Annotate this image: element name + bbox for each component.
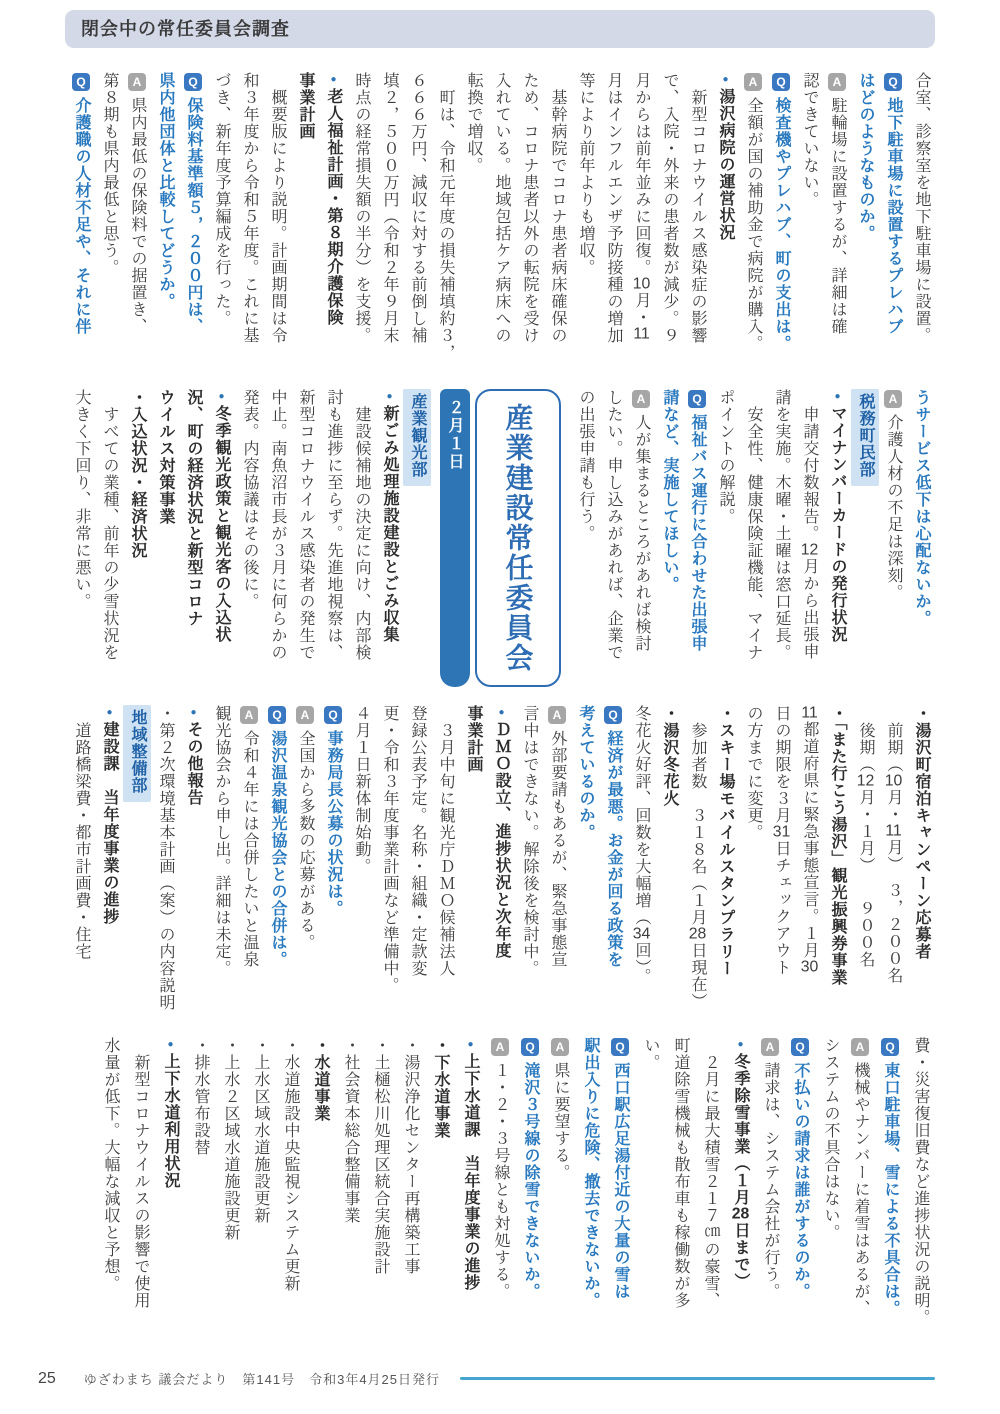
text-column	[263, 389, 291, 691]
question-column	[605, 1037, 635, 1351]
a-badge: A	[551, 1038, 569, 1056]
list-item-column	[215, 1037, 245, 1351]
column-text: 討も進捗に至らず。先進地視察は、	[325, 389, 342, 661]
question-column	[179, 72, 207, 377]
a-badge: A	[632, 390, 650, 408]
q-badge: Q	[611, 1038, 629, 1056]
text-column	[207, 705, 235, 1027]
column-text: 月からは前年並みに回復。10月・11	[632, 72, 651, 342]
column-text: 外部要請もあるが、緊急事態宣	[549, 730, 566, 968]
section-heading-column	[823, 389, 851, 691]
text-column	[459, 72, 487, 377]
column-text: 全額が国の補助金で病院が購入。	[745, 97, 762, 352]
answer-column	[291, 705, 319, 1027]
column-text: ・排水管布設替	[192, 1037, 209, 1156]
text-column	[375, 705, 403, 1027]
column-text: システムの不具合はない。	[822, 1037, 839, 1241]
department-header	[403, 389, 431, 486]
text-column	[67, 705, 95, 1027]
department-header	[851, 389, 879, 486]
list-item-column	[335, 1037, 365, 1351]
text-column	[599, 389, 627, 691]
text-column	[515, 705, 543, 1027]
column-text: 事業計画	[297, 72, 314, 140]
column-text: 不払いの請求は誰がするのか。	[792, 1062, 809, 1300]
column-text: 県に要望する。	[552, 1062, 569, 1181]
column-text: 介護人材の不足は深刻。	[885, 414, 902, 601]
column-text: マイナンバーカードの発行状況	[829, 405, 846, 643]
column-text: ・水道事業	[312, 1037, 329, 1122]
subheading-column	[123, 389, 151, 691]
text-column	[599, 72, 627, 377]
section-heading-column	[155, 1037, 185, 1351]
column-text: １・２・３号線とも対処する。	[492, 1062, 509, 1300]
column-text: 冬花火好評、回数を大幅増（34回）。	[632, 705, 651, 985]
q-badge: Q	[884, 73, 902, 91]
column-text: 事業計画	[465, 705, 482, 773]
a-badge: A	[240, 706, 258, 724]
text-column	[375, 72, 403, 377]
question-column	[879, 72, 907, 377]
text-band-middle-right	[569, 389, 935, 691]
answer-column	[627, 389, 655, 691]
column-text: 道路橋梁費・都市計画費・住宅	[73, 705, 90, 960]
section-heading-column	[95, 705, 123, 1027]
column-text: 後期（12月・１月） ９００名	[856, 705, 875, 968]
text-column	[543, 72, 571, 377]
column-text: 申請交付数報告。12月から出張申	[800, 389, 819, 660]
column-text: 県内他団体と比較してどうか。	[157, 72, 174, 310]
list-item-column	[245, 1037, 275, 1351]
column-text: その他報告	[185, 721, 202, 806]
a-badge: A	[128, 73, 146, 91]
question-column	[767, 72, 795, 377]
question-continuation-column	[907, 389, 935, 691]
text-column	[907, 72, 935, 377]
text-column	[403, 705, 431, 1027]
text-column	[347, 705, 375, 1027]
section-bullet-icon: ●	[832, 391, 843, 402]
text-column	[683, 705, 711, 1027]
column-text: 請求は、システム会社が行う。	[762, 1062, 779, 1300]
column-text: 費・災害復旧費など進捗状況の説明。	[912, 1037, 929, 1326]
text-band-middle-left	[65, 389, 431, 691]
text-column	[655, 72, 683, 377]
column-text: 西口駅広足湯付近の大量の雪は	[612, 1062, 629, 1300]
publication-info: ゆざわまち 議会だより 第141号 令和3年4月25日発行	[83, 1372, 441, 1387]
column-text: の方までに変更。	[745, 705, 762, 841]
question-continuation-column	[655, 389, 683, 691]
text-column	[695, 1037, 725, 1351]
column-text: 町道除雪機械も散布車も稼働数が多	[672, 1037, 689, 1309]
column-text: ・社会資本総合整備事業	[342, 1037, 359, 1224]
q-badge: Q	[772, 73, 790, 91]
column-text: で、入院・外来の患者数が減少。９	[661, 72, 678, 344]
subheading-column	[907, 705, 935, 1027]
column-text: 町は、令和元年度の損失補填約３，	[437, 72, 454, 361]
column-text: 大きく下回り、非常に悪い。	[73, 389, 90, 610]
column-text: 第８期も県内最低と思う。	[101, 72, 118, 276]
column-text: 基幹病院でコロナ患者病床確保の	[549, 72, 566, 344]
text-band-bottom	[65, 1037, 935, 1351]
column-text: 安全性、健康保険証機能、マイナ	[745, 389, 762, 661]
q-badge: Q	[604, 706, 622, 724]
column-text: 転換で増収。	[465, 72, 482, 174]
column-text: 請を実施。木曜・土曜は窓口延長。	[773, 389, 790, 661]
column-text: ・「また行こう湯沢」観光振興券事業	[829, 705, 846, 986]
column-text: ・水道施設中央監視システム更新	[282, 1037, 299, 1292]
section-heading-column	[455, 1037, 485, 1351]
answer-column	[845, 1037, 875, 1351]
question-column	[683, 389, 711, 691]
column-text: 上下水道課 当年度事業の進捗	[462, 1053, 479, 1291]
column-text: 検査機やプレハブ、町の支出は。	[773, 97, 790, 352]
column-text: 駐輪場に設置するが、詳細は確	[829, 97, 846, 335]
text-column	[711, 389, 739, 691]
a-badge: A	[884, 390, 902, 408]
text-column	[571, 389, 599, 691]
section-bullet-icon: ●	[188, 707, 199, 718]
question-column	[263, 705, 291, 1027]
column-text: 湯沢温泉観光協会との合併は。	[269, 730, 286, 968]
column-text: ・湯沢町宿泊キャンペーン応募者	[913, 705, 930, 960]
section-heading-column	[375, 389, 403, 691]
column-text: ・土樋松川処理区統合実施設計	[372, 1037, 389, 1275]
column-text: ４月１日新体制始動。	[353, 705, 370, 875]
text-column	[431, 705, 459, 1027]
a-badge: A	[744, 73, 762, 91]
department-header	[123, 705, 151, 802]
column-text: 新型コロナウイルス感染者の発生で	[297, 389, 314, 661]
column-text: はどのようなものか。	[857, 72, 874, 242]
text-column	[207, 72, 235, 377]
section-heading-column	[319, 72, 347, 377]
column-text: 老人福祉計画・第８期介護保険	[325, 88, 342, 326]
column-text: ２月に最大積雪２１７㎝の豪雪、	[702, 1037, 719, 1309]
text-column	[627, 705, 655, 1027]
text-column	[95, 389, 123, 691]
meeting-date-bar: ２月１日	[440, 389, 470, 687]
column-text: 令和４年には合併したいと温泉	[241, 730, 258, 968]
column-text: ・上水２区域水道施設更新	[222, 1037, 239, 1241]
column-text: 更・令和３年度事業計画など準備中。	[381, 705, 398, 994]
section-bullet-icon: ●	[328, 74, 339, 85]
q-badge: Q	[521, 1038, 539, 1056]
subheading-column	[425, 1037, 455, 1351]
text-column	[905, 1037, 935, 1351]
column-text: 県内最低の保険料での据置き、	[129, 97, 146, 335]
page-banner: 閉会中の常任委員会調査	[65, 10, 935, 48]
text-column	[767, 705, 795, 1027]
column-text: の出張申請も行う。	[577, 389, 594, 542]
section-heading-column	[179, 705, 207, 1027]
subheading-column	[711, 705, 739, 1027]
a-badge: A	[851, 1038, 869, 1056]
column-text: 等により前年よりも増収。	[577, 72, 594, 276]
column-text: 産業観光部	[409, 393, 426, 478]
column-text: ・下水道事業	[432, 1037, 449, 1139]
answer-column	[235, 705, 263, 1027]
subheading-column	[305, 1037, 335, 1351]
q-badge: Q	[184, 73, 202, 91]
column-text: 新ごみ処理施設建設とごみ収集	[381, 405, 398, 643]
section-bullet-icon: ●	[735, 1039, 746, 1050]
column-text: したい。申し込みがあれば、企業で	[605, 389, 622, 661]
text-column	[95, 72, 123, 377]
list-item-column	[395, 1037, 425, 1351]
text-column	[739, 705, 767, 1027]
column-text: 建設候補地の決定に向け、内部検	[353, 389, 370, 661]
column-text: ３月中旬に観光庁ＤＭＯ候補法人	[437, 705, 454, 977]
q-badge: Q	[324, 706, 342, 724]
a-badge: A	[828, 73, 846, 91]
section-heading-column	[207, 389, 235, 691]
text-column	[487, 72, 515, 377]
section-bullet-icon: ●	[216, 391, 227, 402]
text-column	[319, 389, 347, 691]
text-column	[125, 1037, 155, 1351]
column-text: ＤＭＯ設立、進捗状況と次年度	[493, 721, 510, 959]
column-text: 新型コロナウイルスの影響で使用	[132, 1037, 149, 1309]
answer-column	[123, 72, 151, 377]
question-continuation-column	[575, 1037, 605, 1351]
text-column	[665, 1037, 695, 1351]
text-column	[635, 1037, 665, 1351]
column-text: 登録公表予定。名称・組織・定款変	[409, 705, 426, 977]
column-text: 湯沢病院の運営状況	[717, 88, 734, 241]
column-text: 和３年度から令和５年度。これに基	[241, 72, 258, 344]
column-text: 況、町の経済状況と新型コロナ	[185, 389, 202, 627]
question-column	[875, 1037, 905, 1351]
subheading-column	[655, 705, 683, 1027]
q-badge: Q	[72, 73, 90, 91]
a-badge: A	[491, 1038, 509, 1056]
footer-rule	[460, 1377, 935, 1380]
column-text: 中止。南魚沼市長が３月に何らかの	[269, 389, 286, 661]
column-text: 請など、実施してほしい。	[661, 389, 678, 593]
q-badge: Q	[881, 1038, 899, 1056]
text-column	[235, 72, 263, 377]
text-column	[403, 72, 431, 377]
column-text: 月はインフルエンザ予防接種の増加	[605, 72, 622, 344]
answer-column	[545, 1037, 575, 1351]
section-heading-column	[725, 1037, 755, 1351]
question-column	[599, 705, 627, 1027]
q-badge: Q	[791, 1038, 809, 1056]
text-column	[571, 72, 599, 377]
column-text: 発表。内容協議はその後に。	[241, 389, 258, 610]
section-bullet-icon: ●	[384, 391, 395, 402]
column-text: ポイントの解説。	[717, 389, 734, 525]
column-text: 新型コロナウイルス感染症の影響	[689, 72, 706, 344]
answer-column	[739, 72, 767, 377]
column-text: 上下水道利用状況	[162, 1053, 179, 1189]
column-text: 地域整備部	[129, 709, 146, 794]
column-text: 考えているのか。	[577, 705, 594, 841]
list-item-column	[365, 1037, 395, 1351]
column-text: ・湯沢浄化センター再構築工事	[402, 1037, 419, 1275]
column-text: 概要版により説明。計画期間は令	[269, 72, 286, 344]
column-text: 冬季観光政策と観光客の入込状	[213, 405, 230, 643]
column-text: すべての業種、前年の少雪状況を	[101, 389, 118, 661]
question-column	[515, 1037, 545, 1351]
column-text: 税務町民部	[857, 393, 874, 478]
column-text: 入れている。地域包括ケア病床への	[493, 72, 510, 344]
section-heading-column	[459, 705, 487, 1027]
text-column	[627, 72, 655, 377]
answer-column	[485, 1037, 515, 1351]
column-text: ・上水区域水道施設更新	[252, 1037, 269, 1224]
column-text: 滝沢３号線の除雪できないか。	[522, 1062, 539, 1300]
committee-title: 産業建設常任委員会	[475, 389, 561, 687]
column-text: 参加者数 ３１８名（１月28日現在）	[688, 705, 707, 1010]
column-text: ・スキー場モバイルスタンプラリー	[717, 705, 734, 977]
column-text: うサービス低下は心配ないか。	[913, 389, 930, 627]
text-column	[95, 1037, 125, 1351]
a-badge: A	[761, 1038, 779, 1056]
column-text: 介護職の人材不足や、それに伴	[73, 97, 90, 335]
column-text: 地下駐車場に設置するプレハブ	[885, 97, 902, 335]
section-bullet-icon: ●	[720, 74, 731, 85]
answer-column	[879, 389, 907, 691]
text-column	[795, 705, 823, 1027]
q-badge: Q	[688, 390, 706, 408]
text-column	[767, 389, 795, 691]
section-heading-column	[151, 389, 179, 691]
column-text: 日の期限を３月31日チェックアウト	[772, 705, 791, 976]
text-column	[879, 705, 907, 1027]
text-column	[851, 705, 879, 1027]
a-badge: A	[548, 706, 566, 724]
column-text: 建設課 当年度事業の進捗	[101, 721, 118, 925]
page-number: 25	[38, 1369, 56, 1387]
text-column	[795, 389, 823, 691]
text-column	[431, 72, 459, 377]
answer-column	[755, 1037, 785, 1351]
list-item-column	[185, 1037, 215, 1351]
text-column	[515, 72, 543, 377]
column-text: ウイルス対策事業	[157, 389, 174, 525]
column-text: ・第２次環境基本計画（案）の内容説明	[157, 705, 174, 1011]
column-text: 冬季除雪事業（１月28日まで）	[731, 1053, 750, 1290]
text-band-lower	[65, 705, 935, 1027]
list-item-column	[151, 705, 179, 1027]
section-heading-column	[711, 72, 739, 377]
column-text: 駅出入りに危険、撤去できないか。	[582, 1037, 599, 1309]
column-text: 人が集まるところがあれば検討	[633, 414, 650, 652]
column-text: ため、コロナ患者以外の転院を受け	[521, 72, 538, 344]
question-column	[785, 1037, 815, 1351]
q-badge: Q	[268, 706, 286, 724]
column-text: 経済が最悪。お金が回る政策を	[605, 730, 622, 968]
text-column	[347, 389, 375, 691]
column-text: 機械やナンバーに着雪はあるが、	[852, 1062, 869, 1317]
question-column	[319, 705, 347, 1027]
column-text: 東口駐車場、雪による不具合は。	[882, 1062, 899, 1317]
question-continuation-column	[571, 705, 599, 1027]
column-text: ６６６万円、減収に対する前倒し補	[409, 72, 426, 344]
answer-column	[543, 705, 571, 1027]
column-text: 11都道府県に緊急事態宣言。１月30	[800, 705, 819, 975]
column-text: い。	[642, 1037, 659, 1071]
answer-column	[823, 72, 851, 377]
text-column	[263, 72, 291, 377]
text-column	[739, 389, 767, 691]
subheading-column	[823, 705, 851, 1027]
column-text: 填２，５００万円（令和２年９月末	[381, 72, 398, 344]
column-text: 事務局長公募の状況は。	[325, 730, 342, 917]
section-bullet-icon: ●	[104, 707, 115, 718]
column-text: ・湯沢冬花火	[661, 705, 678, 807]
column-text: 全国から多数の応募がある。	[297, 730, 314, 951]
question-continuation-column	[151, 72, 179, 377]
a-badge: A	[296, 706, 314, 724]
text-column	[795, 72, 823, 377]
column-text: 言中はできない。解除後を検討中。	[521, 705, 538, 977]
question-column	[67, 72, 95, 377]
column-text: 福祉バス運行に合わせた出張申	[689, 414, 706, 652]
section-heading-column	[179, 389, 207, 691]
section-heading-column	[487, 705, 515, 1027]
committee-row	[65, 389, 935, 691]
column-text: 前期（10月・11月） ３，２００名	[884, 705, 903, 984]
question-continuation-column	[851, 72, 879, 377]
text-column	[815, 1037, 845, 1351]
committee-title-block	[440, 389, 561, 689]
text-column	[291, 389, 319, 691]
list-item-column	[275, 1037, 305, 1351]
column-text: 保険料基準額５，２００円は、	[185, 97, 202, 335]
column-text: 認できていない。	[801, 72, 818, 208]
column-text: 時点の経常損失額の半分）を支援。	[353, 72, 370, 344]
section-bullet-icon: ●	[465, 1039, 476, 1050]
text-band-top	[65, 72, 935, 377]
column-text: ・入込状況・経済状況	[129, 389, 146, 559]
column-text: 合室、診察室を地下駐車場に設置。	[913, 72, 930, 344]
section-bullet-icon: ●	[496, 707, 507, 718]
column-text: 水量が低下。大幅な減収と予想。	[102, 1037, 119, 1292]
text-column	[235, 389, 263, 691]
text-column	[67, 389, 95, 691]
section-heading-column	[291, 72, 319, 377]
text-column	[683, 72, 711, 377]
text-column	[347, 72, 375, 377]
page-footer	[38, 1369, 935, 1388]
column-text: づき、新年度予算編成を行った。	[213, 72, 230, 327]
section-bullet-icon: ●	[165, 1039, 176, 1050]
column-text: 観光協会から申し出。詳細は未定。	[213, 705, 230, 977]
